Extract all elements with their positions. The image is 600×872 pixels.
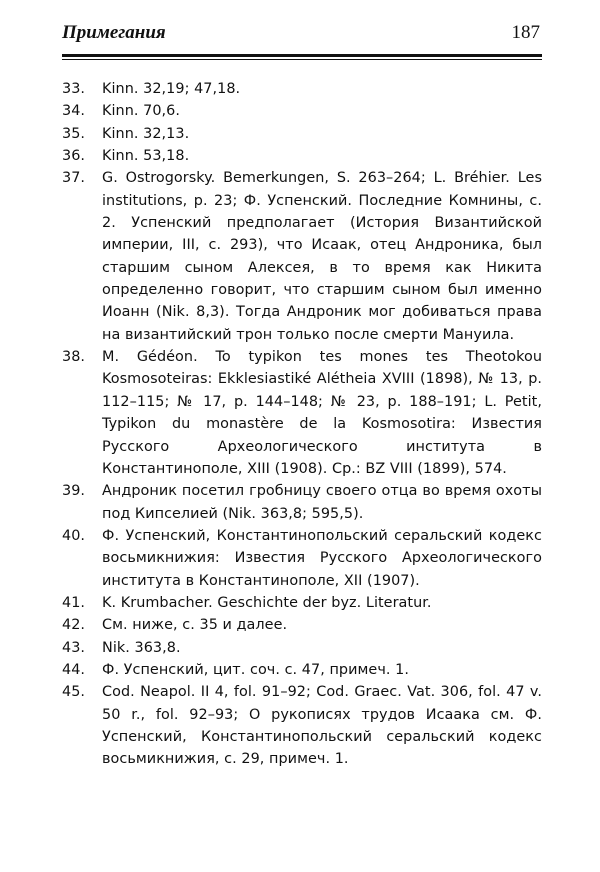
note-text: Kinn. 32,13. <box>102 125 190 142</box>
note-number: 34. <box>62 103 86 120</box>
note-number: 40. <box>62 527 86 544</box>
running-head <box>62 22 542 48</box>
note-number: 44. <box>62 661 86 678</box>
note-35 <box>62 123 542 145</box>
note-41 <box>62 592 542 614</box>
note-text: Андроник посетил гробницу своего отца во время охоты под Кипселией (Nik. 363,8; 595,5). <box>102 483 542 522</box>
note-44 <box>62 659 542 681</box>
note-text: G. Ostrogorsky. Bemerkungen, S. 263–264; L. Bréhier. Les institutions, p. 23; Ф. Успенский. Последние Комнины, с. 2. Успенский предполагает (История Византийской империи, III, с. 293), что Исаак, отец Андроника, был старшим сыном Алексея, в то время как Никита определенно говорит, что старшим сыном был именно Иоанн (Nik. 8,3). Тогда Андроник мог добиваться права на византийский трон только после смерти Мануила. <box>102 170 542 343</box>
note-number: 43. <box>62 639 86 656</box>
note-45 <box>62 681 542 770</box>
note-39 <box>62 480 542 525</box>
note-number: 39. <box>62 483 86 500</box>
note-text: См. ниже, с. 35 и далее. <box>102 617 288 634</box>
endnotes-list <box>62 78 542 771</box>
note-text: Nik. 363,8. <box>102 639 181 656</box>
note-text: M. Gédéon. To typikon tes mones tes Theotokou Kosmosoteiras: Ekklesiastiké Alétheia XVIII (1898), № 13, p. 112–115; № 17, p. 144–148; № 23, p. 188–191; L. Petit, Typikon du monastère de la Kosmosotira: Известия Русского Археологического института в Константинополе, XIII (1908). Ср.: BZ VIII (1899), 574. <box>102 349 542 477</box>
note-33 <box>62 78 542 100</box>
note-40 <box>62 525 542 592</box>
note-38 <box>62 346 542 480</box>
note-36 <box>62 145 542 167</box>
note-number: 45. <box>62 684 86 701</box>
note-43 <box>62 637 542 659</box>
note-text: Ф. Успенский, Константинопольский серальский кодекс восьмикнижия: Известия Русского Археологического института в Константинополе, XII (1907). <box>102 527 542 589</box>
page-number: 187 <box>511 22 540 43</box>
book-page <box>62 22 542 771</box>
note-number: 35. <box>62 125 86 142</box>
note-number: 36. <box>62 148 86 165</box>
note-42 <box>62 614 542 636</box>
note-number: 37. <box>62 170 86 187</box>
note-number: 41. <box>62 594 86 611</box>
note-number: 42. <box>62 617 86 634</box>
note-text: K. Krumbacher. Geschichte der byz. Literatur. <box>102 594 432 611</box>
note-number: 33. <box>62 81 86 97</box>
note-37 <box>62 167 542 346</box>
note-text: Kinn. 70,6. <box>102 103 180 120</box>
running-head-title: Примегания <box>62 22 166 43</box>
note-text: Ф. Успенский, цит. соч. с. 47, примеч. 1. <box>102 661 409 678</box>
note-number: 38. <box>62 349 86 366</box>
note-text: Kinn. 53,18. <box>102 148 190 165</box>
header-rule <box>62 54 542 60</box>
note-text: Cod. Neapol. II 4, fol. 91–92; Cod. Graec. Vat. 306, fol. 47 v. 50 r., fol. 92–93; О рукописях трудов Исаака см. Ф. Успенский, Константинопольский серальский кодекс восьмикнижия, с. 29, примеч. 1. <box>102 684 542 768</box>
note-34 <box>62 100 542 122</box>
note-text: Kinn. 32,19; 47,18. <box>102 81 241 97</box>
